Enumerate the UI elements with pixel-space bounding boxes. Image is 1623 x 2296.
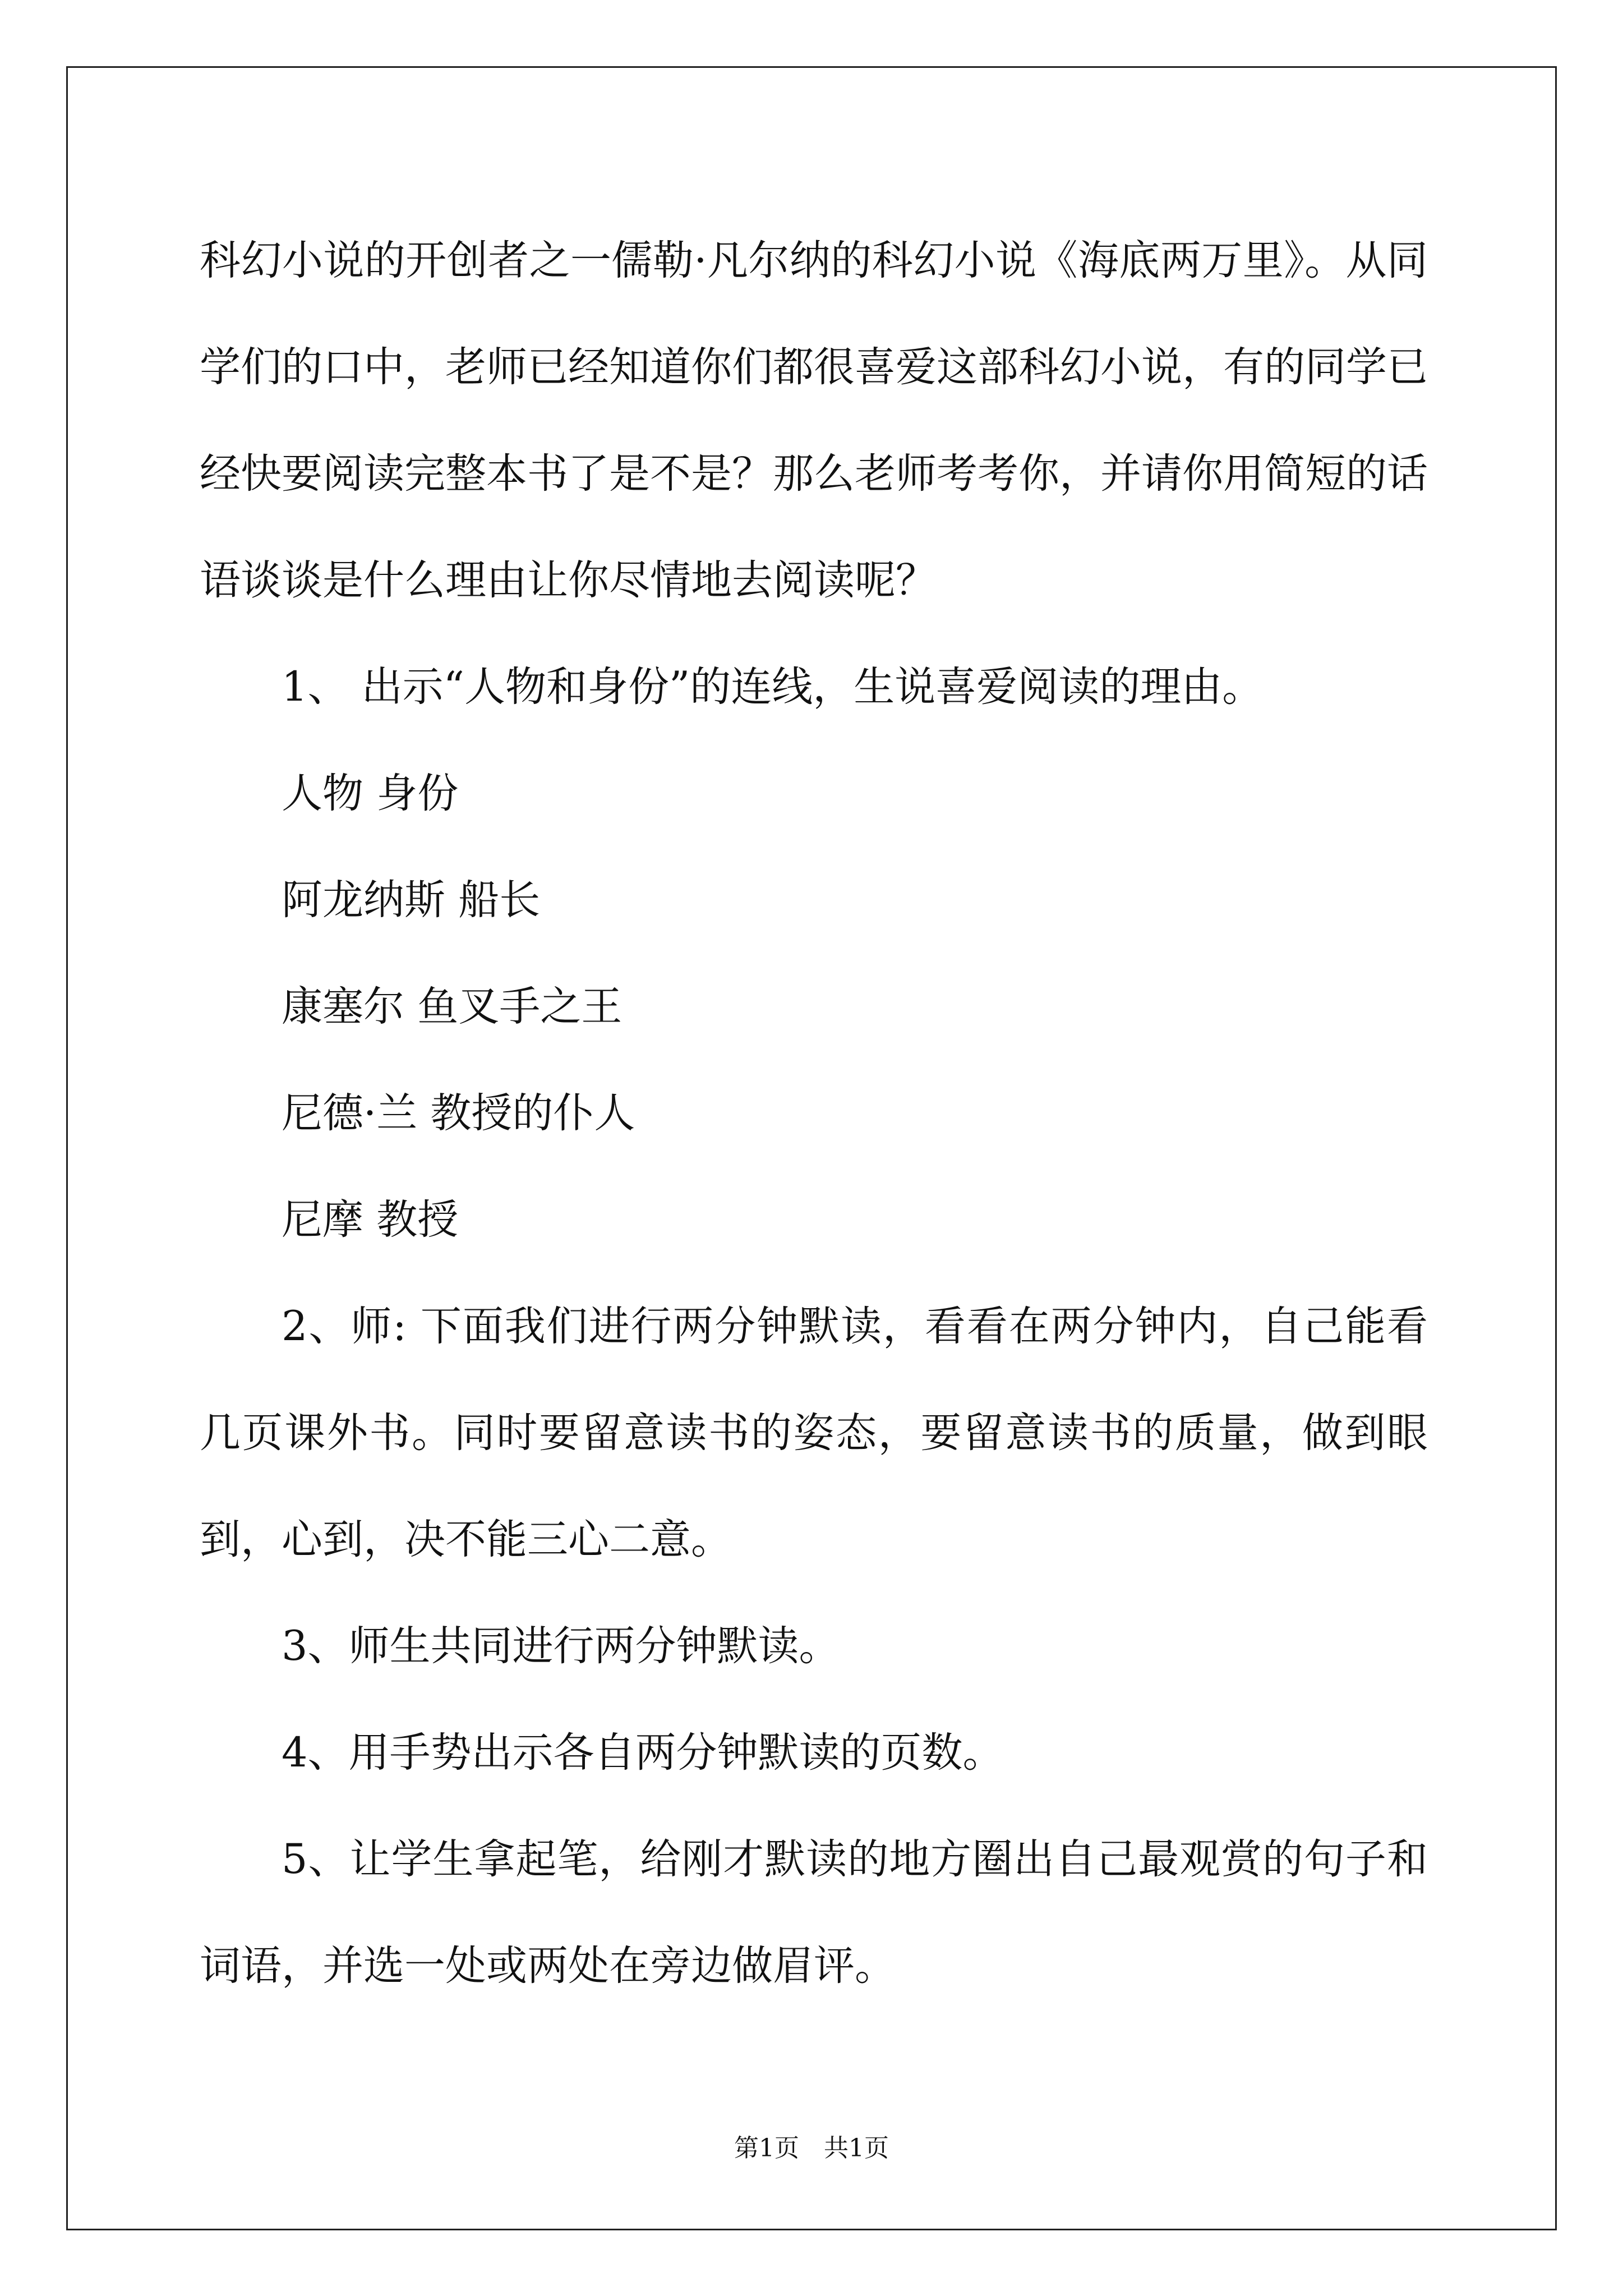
match-row: 康塞尔 鱼叉手之王 bbox=[282, 983, 623, 1030]
document-body bbox=[200, 208, 1428, 2019]
paragraph-step-1: 1、 出示“人物和身份”的连线，生说喜爱阅读的理由。 bbox=[282, 663, 1264, 711]
match-header: 人物 身份 bbox=[282, 770, 459, 817]
page-number-footer: 第1页 共1页 bbox=[734, 2134, 889, 2162]
paragraph-step-2: 2、师: 下面我们进行两分钟默读，看看在两分钟内，自己能看几页课外书。同时要留意读书的姿态，要留意读书的质量，做到眼到，心到，决不能三心二意。 bbox=[200, 1303, 1428, 1563]
paragraph-step-3: 3、师生共同进行两分钟默读。 bbox=[282, 1622, 840, 1670]
match-row: 尼德·兰 教授的仆人 bbox=[282, 1089, 635, 1137]
paragraph-step-5: 5、让学生拿起笔，给刚才默读的地方圈出自己最观赏的句子和词语，并选一处或两处在旁边做眉评。 bbox=[200, 1835, 1428, 1990]
paragraph-step-4: 4、用手势出示各自两分钟默读的页数。 bbox=[282, 1729, 1004, 1777]
match-row: 尼摩 教授 bbox=[282, 1196, 459, 1244]
match-row: 阿龙纳斯 船长 bbox=[282, 876, 541, 924]
paragraph-intro: 科幻小说的开创者之一儒勒·凡尔纳的科幻小说《海底两万里》。从同学们的口中，老师已经知道你们都很喜爱这部科幻小说，有的同学已经快要阅读完整本书了是不是？那么老师考考你，并请你用简短的话语谈谈是什么理由让你尽情地去阅读呢？ bbox=[200, 237, 1428, 604]
